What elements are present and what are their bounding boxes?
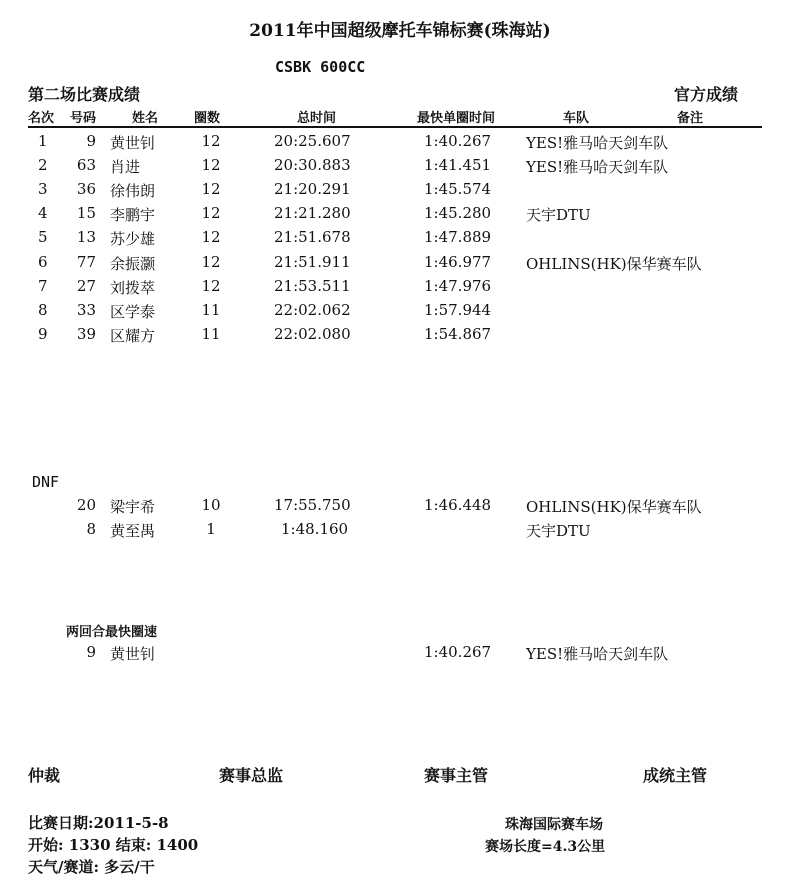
cell-total: 21:20.291	[274, 180, 351, 198]
cell-num: 20	[76, 496, 96, 514]
cell-laps: 12	[201, 277, 221, 295]
cell-team: OHLINS(HK)保华赛车队	[526, 498, 702, 516]
round-label: 第二场比赛成绩	[28, 85, 141, 104]
cell-laps: 12	[201, 204, 221, 222]
official-label: 官方成绩	[674, 85, 739, 104]
cell-pos: 7	[38, 277, 48, 295]
cell-best: 1:40.267	[424, 132, 492, 150]
table-row	[0, 277, 800, 301]
cell-best: 1:45.574	[424, 180, 492, 198]
header-team: 车队	[563, 111, 590, 126]
cell-total: 20:25.607	[274, 132, 351, 150]
cell-name: 梁宇希	[110, 498, 156, 516]
table-row	[0, 156, 800, 180]
cell-name: 刘拨萃	[110, 279, 156, 297]
page-title: 2011年中国超级摩托车锦标赛(珠海站)	[249, 21, 551, 41]
cell-name: 区学泰	[110, 303, 156, 321]
signature-scoring: 成统主管	[643, 766, 708, 785]
cell-total: 21:21.280	[274, 204, 351, 222]
header-remark: 备注	[677, 111, 704, 126]
cell-name: 肖进	[110, 158, 141, 176]
signature-director: 赛事总监	[219, 766, 284, 785]
header-total: 总时间	[297, 111, 337, 126]
table-row	[0, 520, 800, 544]
signature-referee: 仲裁	[28, 766, 61, 785]
cell-team: YES!雅马哈天剑车队	[526, 134, 669, 152]
cell-num: 9	[86, 132, 96, 150]
cell-name: 黄世钊	[110, 645, 156, 663]
cell-name: 黄世钊	[110, 134, 156, 152]
cell-pos: 4	[38, 204, 48, 222]
cell-name: 李鹏宇	[110, 206, 156, 224]
cell-laps: 11	[201, 325, 221, 343]
cell-pos: 3	[38, 180, 48, 198]
cell-num: 13	[76, 228, 96, 246]
cell-pos: 2	[38, 156, 48, 174]
table-row	[0, 180, 800, 204]
table-row	[0, 301, 800, 325]
cell-num: 27	[76, 277, 96, 295]
cell-laps: 12	[201, 228, 221, 246]
cell-best: 1:46.448	[424, 496, 492, 514]
table-row	[0, 204, 800, 228]
cell-laps: 10	[201, 496, 221, 514]
cell-best: 1:40.267	[424, 643, 492, 661]
dnf-label: DNF	[32, 473, 60, 491]
start-end-time: 开始: 1330 结束: 1400	[28, 836, 199, 854]
cell-total: 17:55.750	[274, 496, 351, 514]
cell-laps: 11	[201, 301, 221, 319]
cell-laps: 12	[201, 180, 221, 198]
cell-total: 20:30.883	[274, 156, 351, 174]
cell-num: 63	[76, 156, 96, 174]
cell-num: 36	[76, 180, 96, 198]
header-name: 姓名	[132, 111, 159, 126]
fastest-lap-row	[0, 643, 800, 667]
cell-best: 1:47.889	[424, 228, 492, 246]
cell-total: 22:02.062	[274, 301, 351, 319]
cell-laps: 12	[201, 253, 221, 271]
race-date: 比赛日期:2011-5-8	[28, 814, 169, 832]
cell-pos: 6	[38, 253, 48, 271]
cell-laps: 1	[206, 520, 216, 538]
cell-num: 9	[86, 643, 96, 661]
cell-best: 1:46.977	[424, 253, 492, 271]
cell-total: 21:53.511	[274, 277, 351, 295]
cell-num: 39	[76, 325, 96, 343]
header-pos: 名次	[28, 111, 55, 126]
table-row	[0, 132, 800, 156]
fastest-lap-label: 两回合最快圈速	[66, 625, 158, 640]
table-row	[0, 228, 800, 252]
cell-total: 1:48.160	[281, 520, 349, 538]
cell-best: 1:47.976	[424, 277, 492, 295]
track-length: 赛场长度=4.3公里	[485, 839, 606, 855]
cell-laps: 12	[201, 156, 221, 174]
cell-best: 1:57.944	[424, 301, 492, 319]
table-row	[0, 325, 800, 349]
venue-name: 珠海国际赛车场	[505, 817, 603, 833]
header-num: 号码	[70, 111, 97, 126]
cell-num: 15	[76, 204, 96, 222]
cell-total: 21:51.678	[274, 228, 351, 246]
cell-team: YES!雅马哈天剑车队	[526, 645, 669, 663]
cell-pos: 1	[38, 132, 48, 150]
cell-pos: 8	[38, 301, 48, 319]
cell-team: 天宇DTU	[526, 206, 591, 224]
cell-num: 33	[76, 301, 96, 319]
cell-name: 余振灏	[110, 255, 156, 273]
cell-laps: 12	[201, 132, 221, 150]
cell-name: 区耀方	[110, 327, 156, 345]
cell-team: 天宇DTU	[526, 522, 591, 540]
table-row	[0, 253, 800, 277]
header-laps: 圈数	[194, 111, 221, 126]
cell-num: 8	[86, 520, 96, 538]
class-subtitle: CSBK 600CC	[275, 58, 366, 76]
cell-name: 黄至禺	[110, 522, 156, 540]
cell-best: 1:45.280	[424, 204, 492, 222]
cell-best: 1:54.867	[424, 325, 492, 343]
cell-team: OHLINS(HK)保华赛车队	[526, 255, 702, 273]
cell-total: 21:51.911	[274, 253, 351, 271]
header-divider	[28, 126, 762, 128]
cell-pos: 5	[38, 228, 48, 246]
header-best: 最快单圈时间	[417, 111, 496, 126]
cell-name: 徐伟朗	[110, 182, 156, 200]
weather-track: 天气/赛道: 多云/干	[28, 858, 155, 876]
cell-team: YES!雅马哈天剑车队	[526, 158, 669, 176]
cell-name: 苏少雄	[110, 230, 156, 248]
cell-num: 77	[76, 253, 96, 271]
signature-manager: 赛事主管	[424, 766, 489, 785]
cell-best: 1:41.451	[424, 156, 492, 174]
table-row	[0, 496, 800, 520]
cell-pos: 9	[38, 325, 48, 343]
cell-total: 22:02.080	[274, 325, 351, 343]
